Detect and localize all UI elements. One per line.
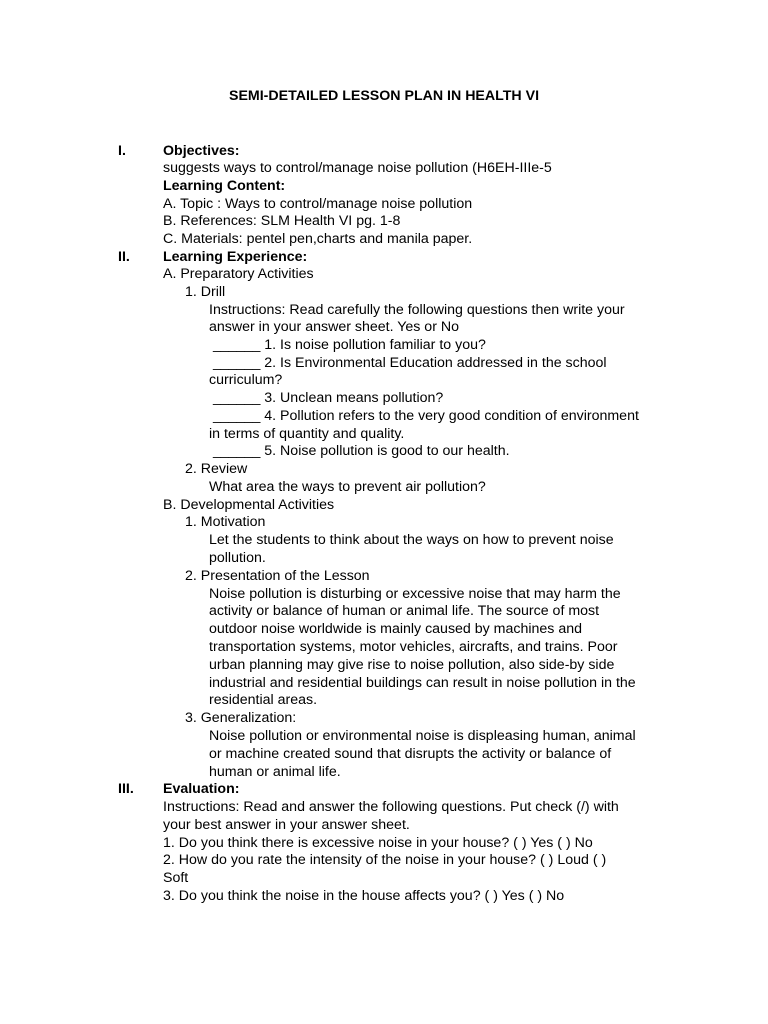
section-number-2: II. [118,249,130,265]
drill-heading: 1. Drill [185,284,226,300]
generalization-line-1: Noise pollution or environmental noise is displeasing human, animal [209,728,636,744]
evaluation-question-1: 1. Do you think there is excessive noise in your house? ( ) Yes ( ) No [163,835,593,851]
drill-question-4: ______ 4. Pollution refers to the very good condition of environment [213,408,639,424]
presentation-heading: 2. Presentation of the Lesson [185,568,370,584]
presentation-line-6: industrial and residential buildings can result in noise pollution in the [209,675,636,691]
learning-experience-heading: Learning Experience: [163,249,308,265]
learning-content-heading: Learning Content: [163,178,286,194]
motivation-heading: 1. Motivation [185,514,266,530]
motivation-line-1: Let the students to think about the ways on how to prevent noise [209,532,614,548]
section-number-1: I. [118,143,126,159]
drill-instructions-line-2: answer in your answer sheet. Yes or No [209,319,459,335]
generalization-line-3: human or animal life. [209,764,341,780]
drill-question-2-cont: curriculum? [209,372,283,388]
evaluation-question-3: 3. Do you think the noise in the house affects you? ( ) Yes ( ) No [163,888,565,904]
content-topic: A. Topic : Ways to control/manage noise pollution [163,196,473,212]
drill-question-5: ______ 5. Noise pollution is good to our health. [213,443,510,459]
generalization-heading: 3. Generalization: [185,710,297,726]
presentation-line-2: activity or balance of human or animal life. The source of most [209,603,600,619]
evaluation-heading: Evaluation: [163,781,240,797]
presentation-line-3: outdoor noise worldwide is mainly caused by machines and [209,621,583,637]
review-heading: 2. Review [185,461,248,477]
objectives-heading: Objectives: [163,143,240,159]
presentation-line-7: residential areas. [209,692,318,708]
drill-question-3: ______ 3. Unclean means pollution? [213,390,444,406]
evaluation-instructions-line-2: your best answer in your answer sheet. [163,817,410,833]
review-text: What area the ways to prevent air pollution? [209,479,486,495]
evaluation-instructions-line-1: Instructions: Read and answer the following questions. Put check (/) with [163,799,619,815]
objective-text: suggests ways to control/manage noise pollution (H6EH-IIIe-5 [163,160,552,176]
drill-instructions-line-1: Instructions: Read carefully the following questions then write your [209,302,625,318]
drill-question-4-cont: in terms of quantity and quality. [209,426,405,442]
motivation-line-2: pollution. [209,550,266,566]
presentation-line-4: transportation systems, motor vehicles, aircrafts, and trains. Poor [209,639,618,655]
generalization-line-2: or machine created sound that disrupts the activity or balance of [209,746,612,762]
document-title: SEMI-DETAILED LESSON PLAN IN HEALTH VI [228,88,540,104]
developmental-activities-heading: B. Developmental Activities [163,497,335,513]
content-materials: C. Materials: pentel pen,charts and manila paper. [163,231,473,247]
presentation-line-1: Noise pollution is disturbing or excessive noise that may harm the [209,586,621,602]
section-number-3: III. [118,781,134,797]
presentation-line-5: urban planning may give rise to noise pollution, also side-by side [209,657,615,673]
evaluation-question-2: 2. How do you rate the intensity of the noise in your house? ( ) Loud ( ) [163,852,607,868]
drill-question-1: ______ 1. Is noise pollution familiar to you? [213,337,486,353]
evaluation-question-2-cont: Soft [163,870,189,886]
drill-question-2: ______ 2. Is Environmental Education addressed in the school [213,355,607,371]
content-references: B. References: SLM Health VI pg. 1-8 [163,213,401,229]
preparatory-activities-heading: A. Preparatory Activities [163,266,314,282]
